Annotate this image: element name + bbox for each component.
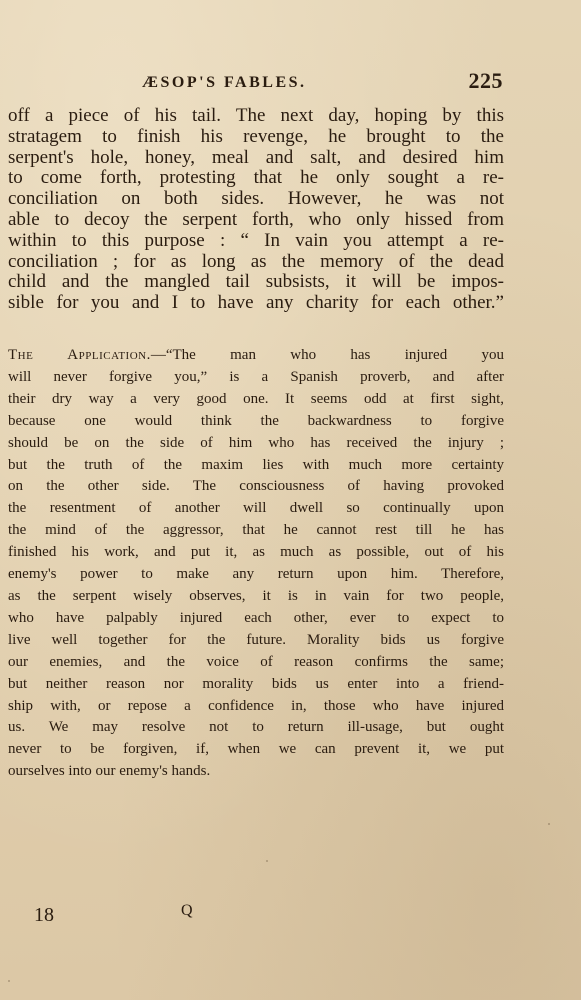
text-line: off a piece of his tail. The next day, hoping by this bbox=[8, 105, 504, 126]
paper-speck bbox=[8, 980, 10, 982]
signature-mark: 18 bbox=[34, 904, 54, 926]
application-line: on the other side. The consciousness of having provoked bbox=[8, 478, 504, 495]
application-line: never to be forgiven, if, when we can prevent it, we put bbox=[8, 741, 504, 758]
page-header bbox=[0, 66, 581, 96]
application-line: but the truth of the maxim lies with much more certainty bbox=[8, 456, 504, 473]
application-line: will never forgive you,” is a Spanish proverb, and after bbox=[8, 368, 504, 385]
text-line: to come forth, protesting that he only sought a re- bbox=[8, 167, 504, 189]
application-line: live well together for the future. Morality bids us forgive bbox=[8, 631, 504, 648]
footer-mark: Q bbox=[181, 902, 193, 919]
fable-text bbox=[8, 106, 504, 314]
application-lead: —“The man who has injured you bbox=[150, 347, 504, 363]
application-line: who have palpably injured each other, ever to expect to bbox=[8, 609, 504, 626]
application-label: The Application. bbox=[8, 347, 151, 363]
application-line: finished his work, and put it, as much as possible, out of his bbox=[8, 544, 504, 561]
paper-speck bbox=[548, 823, 550, 825]
text-line: able to decoy the serpent forth, who only hissed from bbox=[8, 208, 504, 230]
application-line: their dry way a very good one. It seems odd at first sight, bbox=[8, 390, 504, 407]
application-line: us. We may resolve not to return ill-usage, but ought bbox=[8, 719, 504, 736]
paper-speck bbox=[266, 860, 268, 862]
text-line: stratagem to finish his revenge, he brought to the bbox=[8, 125, 504, 147]
text-line: within to this purpose : “ In vain you attempt a re- bbox=[8, 229, 504, 251]
running-title: ÆSOP'S FABLES. bbox=[142, 74, 307, 91]
page-number: 225 bbox=[468, 68, 503, 93]
application-line: should be on the side of him who has received the injury ; bbox=[8, 434, 504, 451]
text-line: conciliation ; for as long as the memory of the dead bbox=[8, 250, 504, 272]
text-line: serpent's hole, honey, meal and salt, and desired him bbox=[8, 146, 504, 168]
application-line: ship with, or repose a confidence in, those who have injured bbox=[8, 697, 504, 714]
application-line: the mind of the aggressor, that he cannot rest till he has bbox=[8, 522, 504, 539]
application-line: our enemies, and the voice of reason confirms the same; bbox=[8, 653, 504, 670]
application-line: enemy's power to make any return upon him. Therefore, bbox=[8, 566, 504, 583]
application-section bbox=[8, 345, 504, 783]
text-line: sible for you and I to have any charity for each other.” bbox=[8, 292, 504, 314]
application-first-line bbox=[8, 345, 504, 367]
application-line: ourselves into our enemy's hands. bbox=[8, 763, 211, 780]
text-line: conciliation on both sides. However, he was not bbox=[8, 188, 504, 210]
application-line: the resentment of another will dwell so continually upon bbox=[8, 500, 504, 517]
application-line: but neither reason nor morality bids us enter into a friend- bbox=[8, 675, 504, 692]
application-line: because one would think the backwardness to forgive bbox=[8, 412, 504, 429]
text-line: child and the mangled tail subsists, it will be impos- bbox=[8, 271, 504, 293]
application-line: as the serpent wisely observes, it is in vain for two people, bbox=[8, 587, 504, 604]
